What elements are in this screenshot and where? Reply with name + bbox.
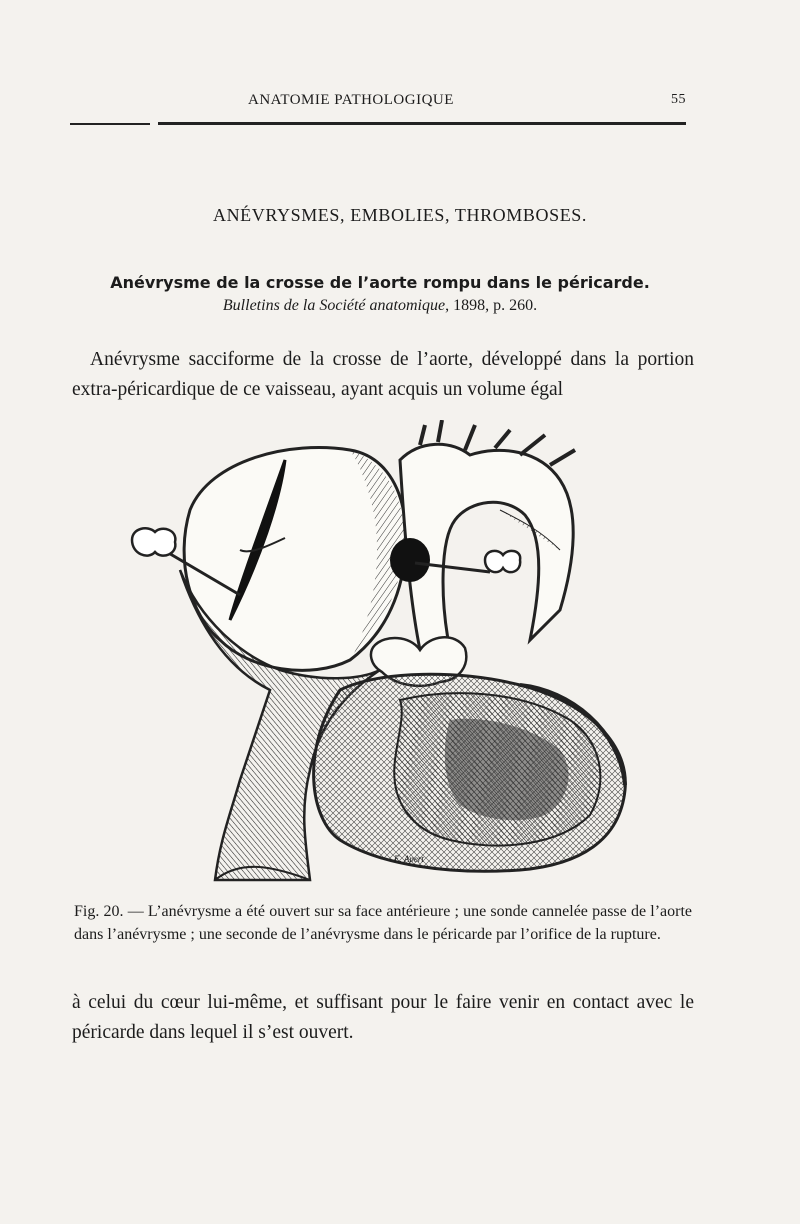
citation-journal: Bulletins de la Société anatomique: [222, 297, 446, 314]
page-number: 55: [671, 92, 686, 107]
illustrator-signature: E. Apert: [394, 854, 424, 864]
body-paragraph-2: à celui du cœur lui-même, et suffisant pour le faire venir en contact avec le péricarde dans lequel il s’est ouvert.: [72, 992, 694, 1043]
article-title: Anévrysme de la crosse de l’aorte rompu dans le péricarde.: [110, 273, 650, 292]
citation: [0, 297, 760, 315]
header-rule-short: [70, 123, 150, 125]
citation-details: , 1898, p. 260.: [445, 297, 538, 314]
body-paragraph-1: Anévrysme sacciforme de la crosse de l’aorte, développé dans la portion extra-péricardique de ce vaisseau, ayant acquis un volume égal: [72, 349, 694, 400]
running-header: [70, 92, 690, 112]
figure-caption: Fig. 20. — L’anévrysme a été ouvert sur sa face antérieure ; une sonde cannelée passe de l’aorte dans l’anévrysme ; une seconde de l’anévrysme dans le péricarde par l’orifice de la rupture.: [74, 903, 692, 943]
heart-aneurysm-illustration: [120, 420, 640, 890]
aortic-orifice: [390, 538, 430, 582]
header-rule-long: [158, 122, 686, 125]
running-title: ANATOMIE PATHOLOGIQUE: [248, 92, 454, 108]
section-title: ANÉVRYSMES, EMBOLIES, THROMBOSES.: [212, 205, 588, 225]
